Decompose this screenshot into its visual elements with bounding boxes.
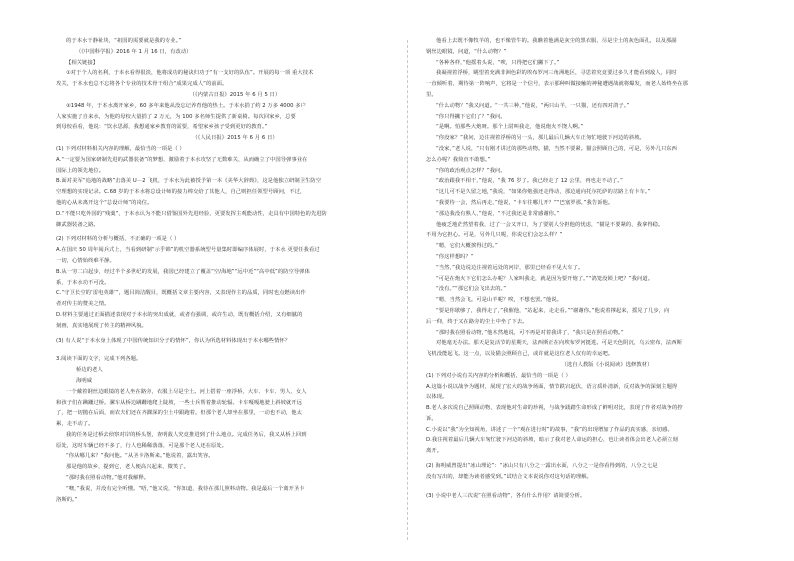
text-line: 后一仰，终于又在路旁的尘土中坐了下去。 bbox=[426, 318, 528, 325]
text-line: “那时我在照看动物。”他对我解释。 bbox=[66, 475, 150, 482]
text-line: 一个戴着钢丝边眼镜的老人坐在路旁，衣服上尽是尘土。河上搭着一座浮桥，大车、卡车、男人、女人 bbox=[66, 388, 307, 395]
text-line: ②1948 年，于本水离开家乡，60 多年来他从没忘记养育他的热土。于本水捐了约 2 万多 4000 多户 bbox=[66, 102, 306, 109]
text-line: “你从哪儿来？”我问他。“从圣卡洛斯来。”他说着，露出笑容。 bbox=[66, 453, 214, 460]
text-line: 里。 bbox=[426, 91, 437, 98]
text-line: “没家，”老人说，“只有刚才讲过的那些动物。猫，当然不要紧。猫会照顾自己的，可是，另外几只东西 bbox=[436, 145, 677, 152]
text-line: (3) 有人说“于本水身上体现了中国传统知识分子的情怀”，你认为所选材料体现出于本水哪些情怀？ bbox=[56, 337, 291, 344]
text-line: 一直倾听着，期待第一阵响声，它将是一个信号，表示那种叫做接触的神秘遭遇战就将爆发，而老人始终坐在那 bbox=[426, 81, 688, 88]
text-line: “这儿可不是久留之地，”我说，“如果你勉强还走得动，那边通向托尔托萨的岔路上有卡车。” bbox=[436, 189, 651, 196]
text-line: 那是他的故乡，提到它，老人便高兴起来，微笑了。 bbox=[66, 464, 189, 471]
text-line: 我凝视着浮桥，眺望着充满非洲色彩的埃布罗河三角洲地区，寻思着究竟要过多久才能看到敌人，同时 bbox=[436, 70, 677, 77]
text-line: 攻关，于本水也总不忘将各个专业的技术骨干组合“成果完成人”的前面。 bbox=[56, 81, 228, 88]
text-line: “你只得撇下它们了？”我问。 bbox=[436, 113, 506, 120]
text-line: （《内蒙古日报》2015 年 6 月 5 日） bbox=[189, 91, 281, 98]
text-line: “嗯，当然会飞。可是山羊呢？唉，不想也罢。”他说。 bbox=[436, 297, 562, 304]
left-column bbox=[56, 36, 414, 505]
text-line: 累，走不动了。 bbox=[56, 421, 94, 428]
text-line: 以体现。 bbox=[426, 394, 448, 401]
text-line: 离开。 bbox=[426, 448, 443, 455]
text-line: B.面对美军“追地的战略”击落美 U－2 飞机，于本水为此被授予第一本《美华大辞典》，这是他独立研制卫生防空 bbox=[56, 178, 322, 185]
text-line: “各种各样，”他摇着头说，“唉，只得把它们撇下了。” bbox=[436, 59, 560, 66]
text-line: 刻画，真实地展现了传主的精神风貌。 bbox=[56, 322, 147, 329]
text-line: 飞机没能起飞。这一点，以及猫会照顾自己，或许就是这位老人仅有的幸运吧。 bbox=[426, 351, 614, 358]
text-line: 了，把一切抛在后面，而农夫们还在齐踝深的尘土中跟跑着。但那个老人却坐在那里，一动也不动，他太 bbox=[56, 410, 302, 417]
text-line: D.材料主要通过正面描述表现对于本水的突出成就，或者有强调，或许生动，既有概括介绍，又有细腻的 bbox=[56, 311, 303, 318]
text-line: (3) 小说中老人三次说“在照看动物”，各有什么作用？请简要分析。 bbox=[426, 492, 586, 499]
text-line: (1) 下列对材料相关内容的理解，最恰当的一项是（ ） bbox=[56, 145, 185, 152]
text-line: 和孩子们在蹒跚过桥。骡车从桥边蹒跚地爬上陡坡，一些士兵帮着推动轮辐。卡车嘎嘎地驶上斜坡就开远 bbox=[56, 399, 302, 406]
text-line: 系，于本水功不可没。 bbox=[56, 279, 110, 286]
text-line: B.老人多次说自己照顾动物，表现他对生命的珍视，与战争践踏生命形成了鲜明对比，表现了作者对战争的控 bbox=[426, 405, 683, 412]
text-line: “政治跟我不相干，”他说，“我 76 岁了。我已经走了 12 公里，再也走不动了。” bbox=[436, 178, 623, 185]
text-line: 诉。 bbox=[426, 415, 437, 422]
text-line: “你这样想吗？” bbox=[436, 253, 474, 260]
text-line: “要是你歇够了，我得走了，”我催他，“站起来，走走看。”“谢谢你。”他说着撑起来，摇晃了几步，向 bbox=[436, 307, 670, 314]
text-line: C.“守卫长空的‘雷电英雄’”，题目简洁醒目，既概括文章主要内容，又表现作主的品质，同时也点燃读出作 bbox=[56, 290, 306, 297]
text-line: 的于本水干静祉块，“祖国的需要就是我的专业。” bbox=[66, 38, 182, 44]
text-line: “当然，”我边说边注视着远处的河岸，那里已经看不见大车了。 bbox=[436, 264, 584, 271]
text-line: ①对于个人的名利，于本水看得很淡，他将成功的秘诀归功于“有一支好的队伍”。开展的每一项 重大技术 bbox=[66, 70, 314, 77]
text-line: 原处，这时车辆已经不多了，行人也稀稀落落，可是那个老人还在原处。 bbox=[56, 442, 228, 449]
text-line: B.从一穷二白起步，经过半个多世纪的发展，我国已经建立了覆盖“空/海地”“远中近”“高中低”的防空导弹体 bbox=[56, 268, 310, 275]
text-line: 没有写出的，却能为读者感受到。”试结合文本说说你对这句话的理解。 bbox=[426, 473, 592, 480]
text-line: 不用为它担心。可是，另外几只呢，你说它们会怎么样？” bbox=[426, 232, 563, 239]
text-line: 海明威 bbox=[76, 377, 93, 384]
text-line: “我要待一会，然后再走，”他说，“卡车往哪儿开？”“巴塞罗那，”我告诉他。 bbox=[436, 199, 614, 206]
right-column bbox=[426, 36, 788, 501]
text-line: A.在国庆 50 周年阅兵式上，当看到研制“示乎锦”的机空器系统型号量集时即编序体展时，于本水 更要任我看过 bbox=[56, 247, 320, 254]
text-line: “嗯，它们大概挨得过的。” bbox=[436, 243, 498, 250]
text-line: 他的心从未离开这个“总设计师”的岗位。 bbox=[56, 199, 153, 206]
text-line: “什么动物？”我又问道。“一共三种，”他说，“两只山羊，一只猫，还有四对鸽子。” bbox=[436, 102, 630, 109]
text-line: C.小说以“我”为全知视角，讲述了一个“观在进行时”的故事，“我”的出现增加了作品的真实感，亲切感。 bbox=[426, 426, 673, 433]
text-line: 3.阅读下面的文字，完成下列各题。 bbox=[56, 356, 142, 363]
text-line: 空理想的实现记录。C.68 岁的于本水将总设计师的接力棒交给了其他人，自己则担任领型号顾问，不过， bbox=[56, 189, 306, 196]
text-line: “那时我在照看动物，”他木然地说，可不再是对着我讲了，“我只是在照看动物。” bbox=[436, 329, 624, 336]
text-line: (1) 下列对小说有关内容的分析和概括，最恰当的一项是（ ） bbox=[426, 372, 571, 379]
text-line: “是啊。怕那些大炮呀。那个上尉叫我走，他说炮火不饶人啊。” bbox=[436, 124, 584, 131]
text-line: (2) 海明威曾提出“冰山理论”：“冰山只有八分之一露出水面，八分之一是你看得到的，八分之七是 bbox=[426, 463, 658, 470]
text-line: （选自人教版《小说阅读》选修教材） bbox=[561, 361, 653, 368]
text-line: “噢，”我说，并没有完全听懂。“唔，”他又说，“你知道，我待在那儿照料动物。我是最后一个离开圣卡 bbox=[66, 485, 305, 492]
text-line: 洛斯的。” bbox=[56, 496, 78, 503]
text-line: 对他毫无办法。那天是复活节的星期天，法西斯正在向埃布罗河挺进。可是天色阴沉，乌云密布，法西斯 bbox=[436, 340, 682, 347]
text-line: 我的任务是过桥去侦察对岸的桥头堡，查明敌人究竟推进到了什么地点。完成任务后，我又从桥上回到 bbox=[66, 431, 307, 438]
text-line: 一切，心情始终难平静。 bbox=[56, 257, 115, 264]
text-line: 怎么办呢？我简直不敢想。” bbox=[426, 156, 491, 163]
text-line: “没有。”“那它们会飞出去的。” bbox=[436, 286, 507, 293]
text-line: 钢丝边眼镜，问道，“什么动物？” bbox=[426, 48, 507, 55]
text-line: A.“一定要为国家研制先进的武器装备”的梦想，激励着于本水攻坚了无数难关，从而确立了中国导弹事业在 bbox=[56, 156, 308, 163]
text-line: （《人民日报》2015 年 6 月 6 日） bbox=[192, 135, 278, 142]
text-line: “可是在炮火下它们怎么办呢？人家叫我走，就是因为要开炮了。”“鸽笼没锁上吧？”我问道。 bbox=[436, 275, 654, 282]
text-line: 御武器装备之路。 bbox=[56, 221, 99, 228]
text-line: 他疲乏地茫然望着我，过了一会又开口，为了要别人分担他的忧虑，“猫是不要紧的，我拿得稳。 bbox=[436, 221, 664, 228]
column-divider bbox=[407, 40, 408, 540]
text-line: 国际上的领先地位。 bbox=[56, 167, 105, 174]
text-line: 到母校看看，他说：“饮水思源，我想通家乡教育的需要，希望家乡孩子受到更好的教育。” bbox=[56, 124, 268, 131]
text-line: A.这篇小说以战争为题材，展现了宏大的战争场面，情节跌宕起伏，语言质朴清新，反对战争的深刻主题得 bbox=[426, 383, 678, 390]
text-line: “那边我没有熟人，”他说，“不过我还是非常感谢你。” bbox=[436, 210, 560, 217]
text-line: 【相关链接】 bbox=[66, 59, 99, 66]
text-line: “你没家？”我问，边注视着浮桥的另一头，那儿最后几辆大车正匆忙地驶下河边的斜坡。 bbox=[436, 135, 645, 142]
text-line: （《中国科学报》2016 年 1 月 16 日，有改动） bbox=[76, 48, 192, 55]
text-line: 人家实施了自来水，为他的母校大量捐了 2 万元，为 100 多名师生提供了新桌椅。每次回家乡，总要 bbox=[56, 113, 296, 120]
text-line: (2) 下列对材料的分析与概括，不正确的一项是（ ） bbox=[56, 236, 180, 243]
text-line: 他看上去既不像牧羊的，也不像管牛的。我瞧着他满是灰尘的黑衣服，尽是尘土的灰色面孔，以及那副 bbox=[436, 38, 677, 44]
text-line: “你的政治观点怎样？”我问。 bbox=[436, 167, 506, 174]
text-line: 者对传主的赞美之情。 bbox=[56, 301, 110, 308]
text-line: 桥边的老人 bbox=[76, 367, 103, 374]
text-line: D.“不能只吃外国的“残羹”，于本水认为不能只借鉴国外先进经验，更要发挥主观能动性，走具有中国特色的先进防 bbox=[56, 210, 327, 217]
text-line: D.我注视着最后几辆大车匆忙驶下河边的斜坡，暗示了我对老人命运的担心，也让读者体会出老人必须立刻 bbox=[426, 437, 678, 444]
